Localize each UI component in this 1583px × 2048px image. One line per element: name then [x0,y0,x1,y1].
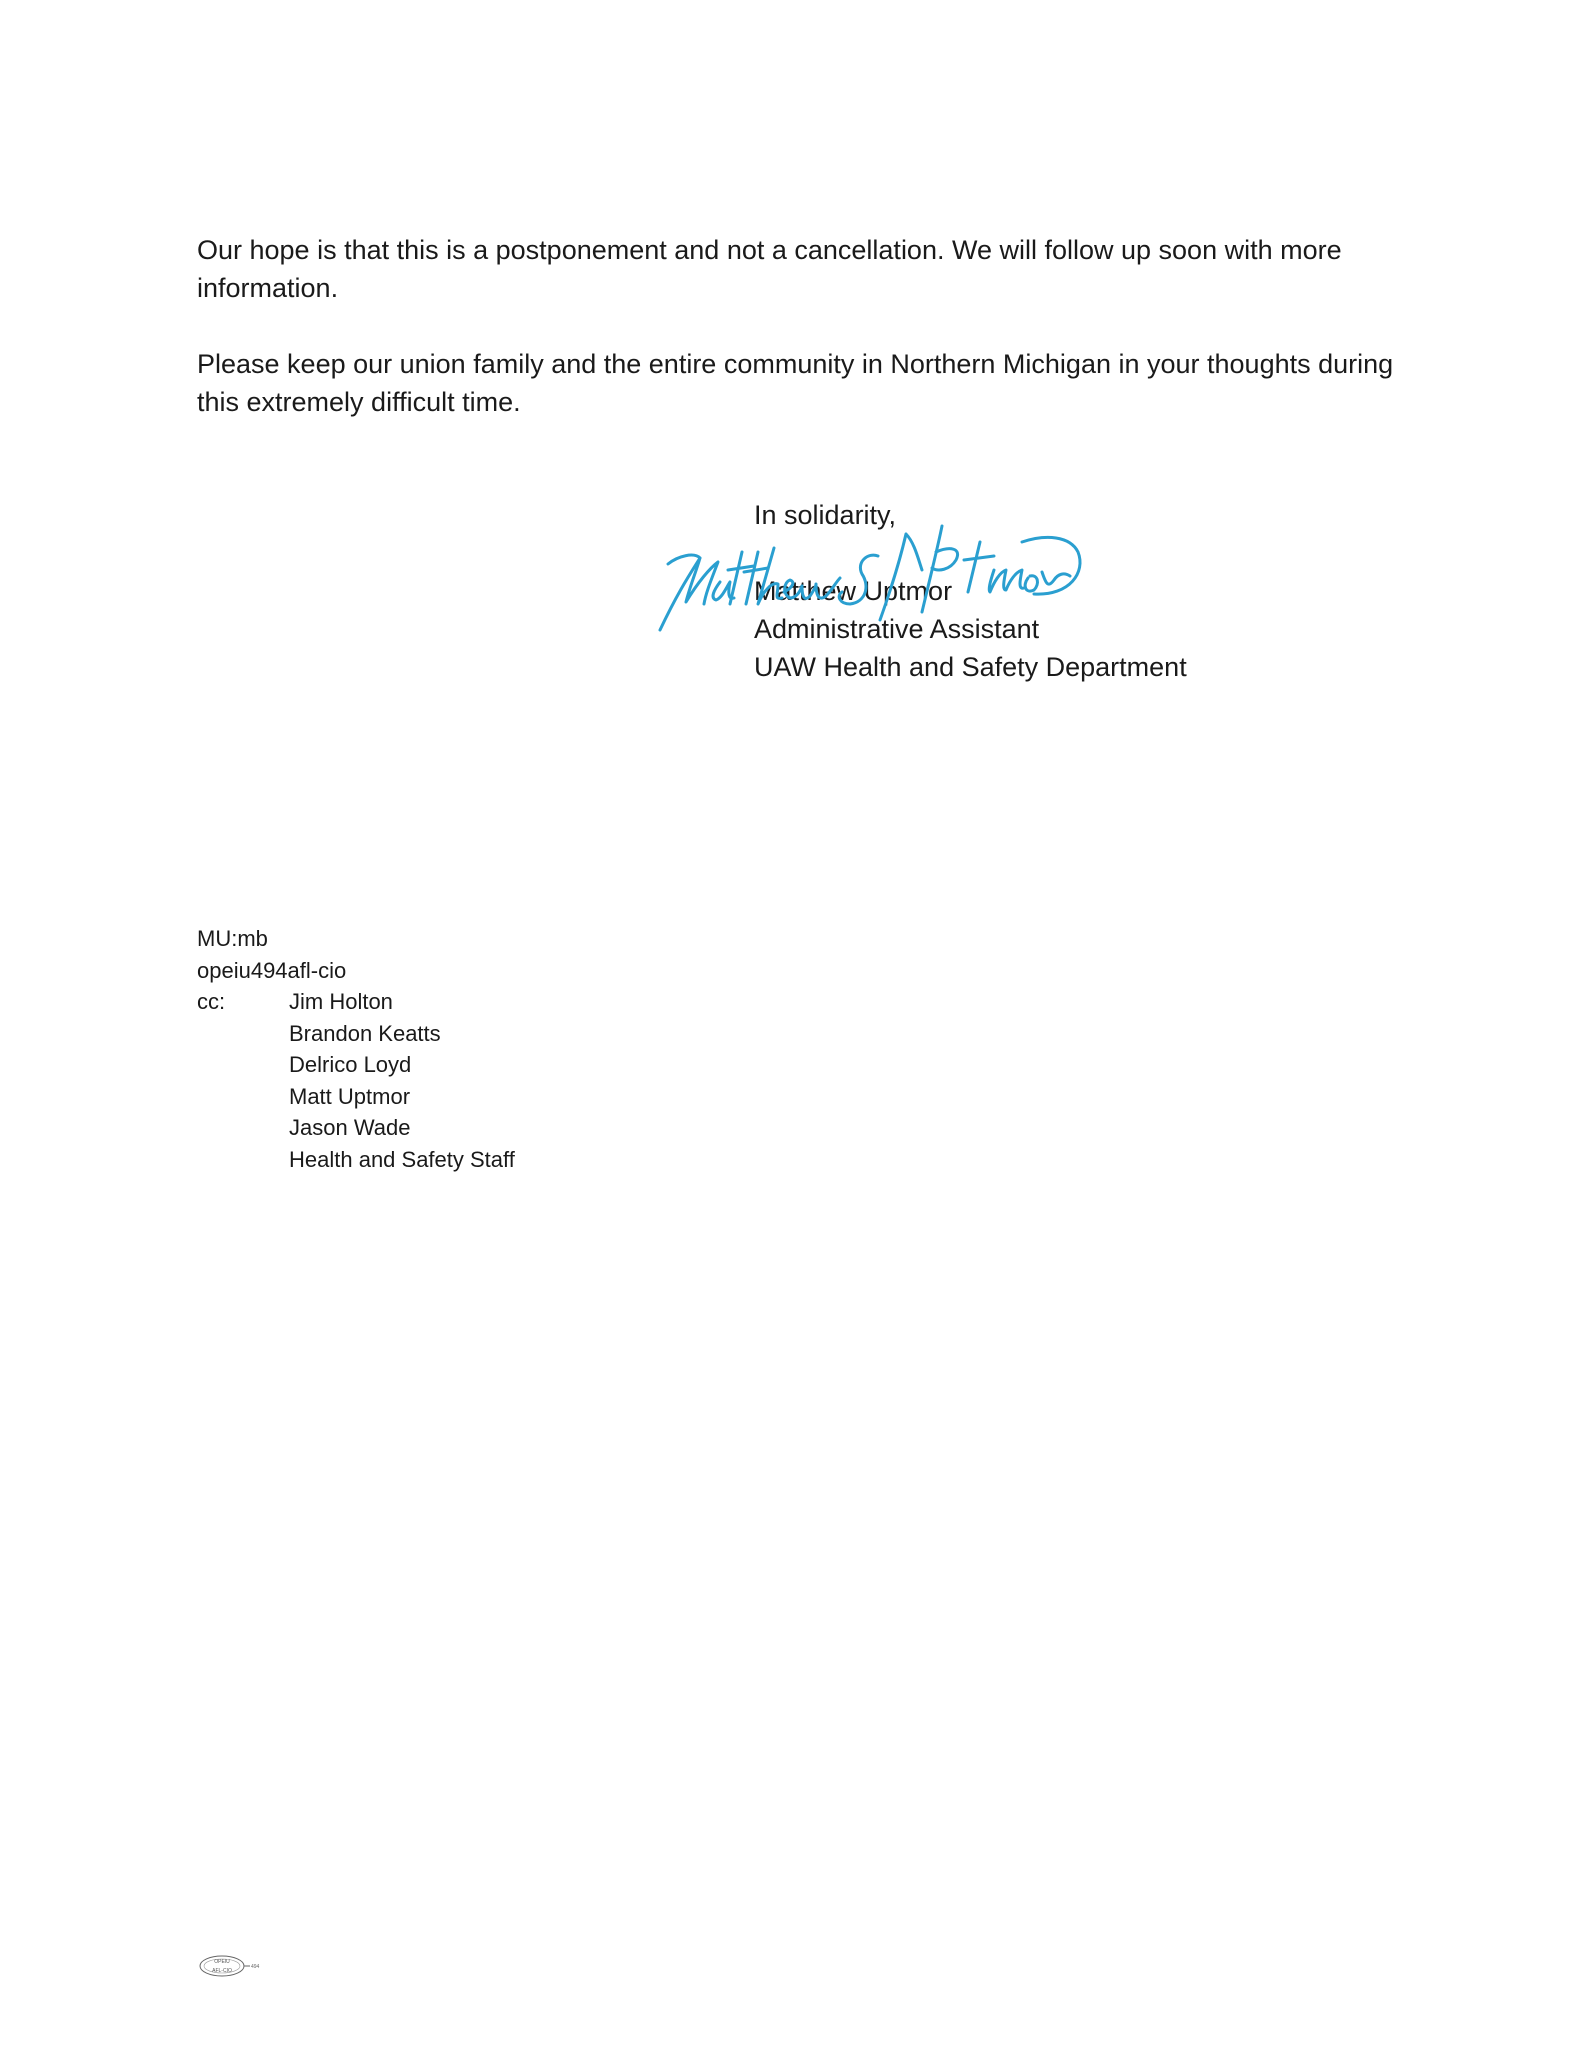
signer-title: Administrative Assistant [754,614,1040,644]
cc-recipient: Health and Safety Staff [289,1146,515,1172]
closing-salutation: In solidarity, [754,500,897,530]
cc-list [289,986,515,1175]
cc-recipient: Jim Holton [289,989,393,1014]
svg-text:OPEIU: OPEIU [214,1959,230,1965]
handwritten-signature [650,512,1090,642]
body-paragraph-community: Please keep our union family and the entire community in Northern Michigan in your thoughts during this extremely difficult time. [197,349,1394,417]
union-bug-icon [198,1953,268,1979]
union-code-line [197,955,515,987]
cc-recipient: Jason Wade [289,1115,411,1140]
cc-recipient: Matt Uptmor [289,1083,411,1109]
cc-recipient: Delrico Loyd [289,1052,412,1077]
signer-department: UAW Health and Safety Department [754,652,1187,682]
cc-recipient: Brandon Keatts [289,1020,441,1046]
initials-line [197,923,515,955]
union-code: opeiu494afl-cio [197,957,347,983]
signature-drawing [650,512,1090,642]
body-paragraph-postponement: Our hope is that this is a postponement and not a cancellation. We will follow up soon with more information. [197,235,1342,303]
cc-section [197,986,515,1175]
svg-text:AFL-CIO: AFL-CIO [212,1968,232,1974]
union-bug-logo [198,1953,268,1979]
cc-label: cc: [197,989,226,1014]
reference-block [197,923,515,1175]
typist-initials: MU:mb [197,926,268,951]
svg-text:494: 494 [251,1964,260,1970]
signer-name: Matthew Uptmor [754,576,953,606]
